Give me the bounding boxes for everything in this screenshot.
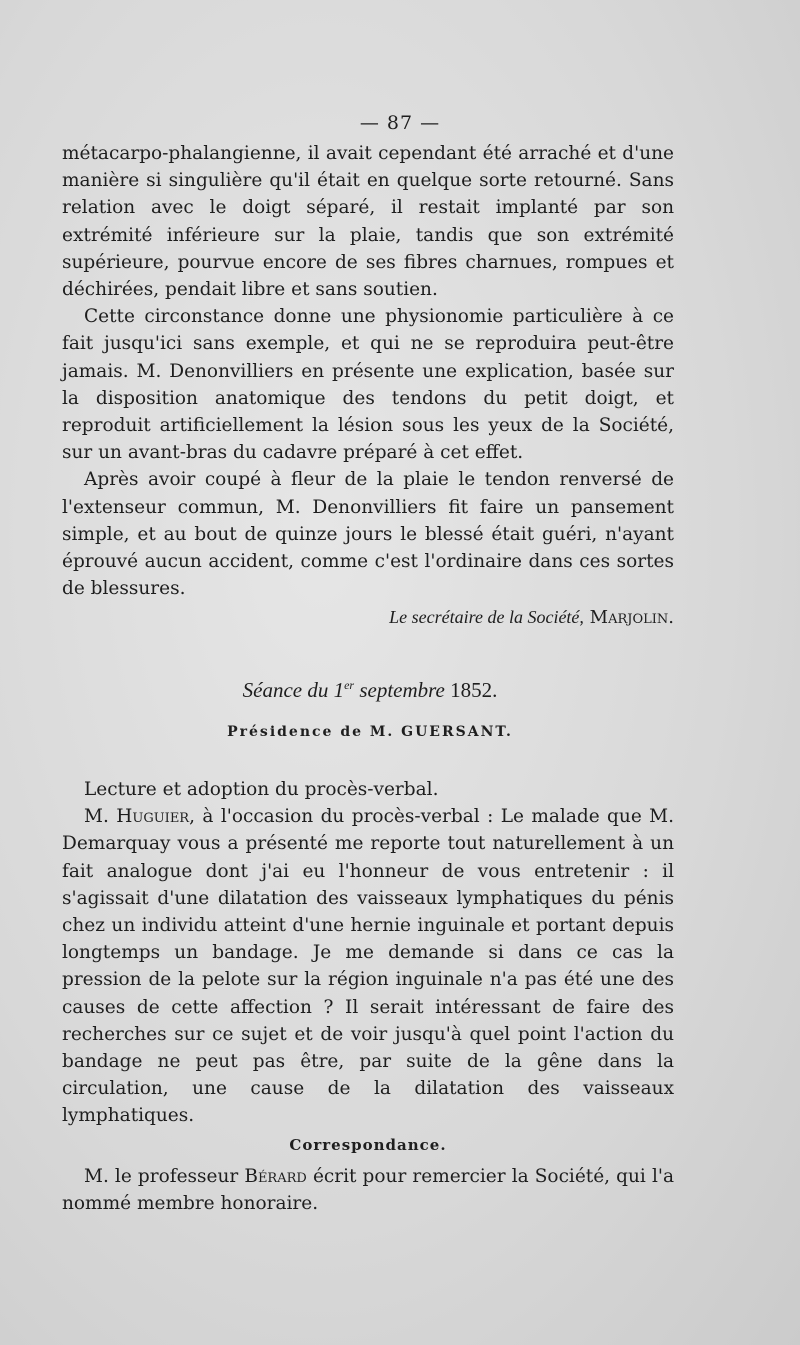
huguier-paragraph	[62, 803, 674, 1129]
presidence-heading: Présidence de M. GUERSANT.	[227, 724, 513, 740]
paragraph-1: métacarpo-phalangienne, il avait cependant été arraché et d'une manière si singulière qu'il était en quelque sorte retourné. Sans relation avec le doigt séparé, il restait implanté par son extrémité inférieure sur la plaie, tandis que son extrémité supérieure, pourvue encore de ses fibres charnues, rompues et déchirées, pendait libre et sans soutien.	[62, 143, 674, 301]
seance-date: septembre	[359, 678, 445, 702]
section-huguier	[62, 776, 674, 1217]
page-number: — 87 —	[359, 112, 441, 134]
paragraph-2: Cette circonstance donne une physionomie particulière à ce fait jusqu'ici sans exemple, et qui ne se reproduira peut-être jamais. M. Denonvilliers en présente une explication, basée sur la disposition anatomique des tendons du petit doigt, et reproduit artificiellement la lésion sous les yeux de la Société, sur un avant-bras du cadavre préparé à cet effet.	[62, 306, 674, 464]
berard-text: écrit pour remercier la Société, qui l'a nommé membre honoraire.	[62, 1165, 674, 1215]
huguier-text: , à l'occasion du procès-verbal : Le malade que M. Demarquay vous a présenté me reporte tout naturellement à un fait analogue dont j'ai eu l'honneur de vous entretenir : il s'agissait d'une dilatation des vaisseaux lymphatiques du pénis chez un individu atteint d'une hernie inguinale et portant depuis longtemps un bandage. Je me demande si dans ce cas la pression de la pelote sur la région inguinale n'a pas été une des causes de cette affection ? Il serait intéressant de faire des recherches sur ce sujet et de voir jusqu'à quel point l'action du bandage ne peut pas être, par suite de la gêne dans la circulation, une cause de la dilatation des vaisseaux lymphatiques.	[62, 806, 674, 1127]
seance-sup: er	[344, 678, 355, 692]
seance-heading	[0, 678, 740, 703]
signature-name: Marjolin.	[589, 607, 674, 629]
paragraph-3: Après avoir coupé à fleur de la plaie le tendon renversé de l'extenseur commun, M. Denonvilliers fit faire un pansement simple, et au bout de quinze jours le blessé était guéri, n'ayant éprouvé aucun accident, comme c'est l'ordinaire dans ces sortes de blessures.	[62, 469, 674, 600]
berard-name: Bérard	[244, 1165, 307, 1187]
seance-prefix: Séance du 1	[242, 678, 345, 702]
berard-prefix: M. le professeur	[84, 1165, 239, 1187]
huguier-name: Huguier	[116, 806, 190, 828]
correspondance-heading: Correspondance.	[289, 1135, 447, 1154]
huguier-prefix: M.	[84, 806, 109, 828]
seance-year: 1852.	[450, 678, 498, 702]
intro-line: Lecture et adoption du procès-verbal.	[84, 779, 439, 800]
signature	[62, 604, 674, 631]
section-denonvilliers	[62, 140, 674, 632]
berard-paragraph	[62, 1163, 674, 1217]
signature-role: Le secrétaire de la Société,	[389, 607, 584, 628]
